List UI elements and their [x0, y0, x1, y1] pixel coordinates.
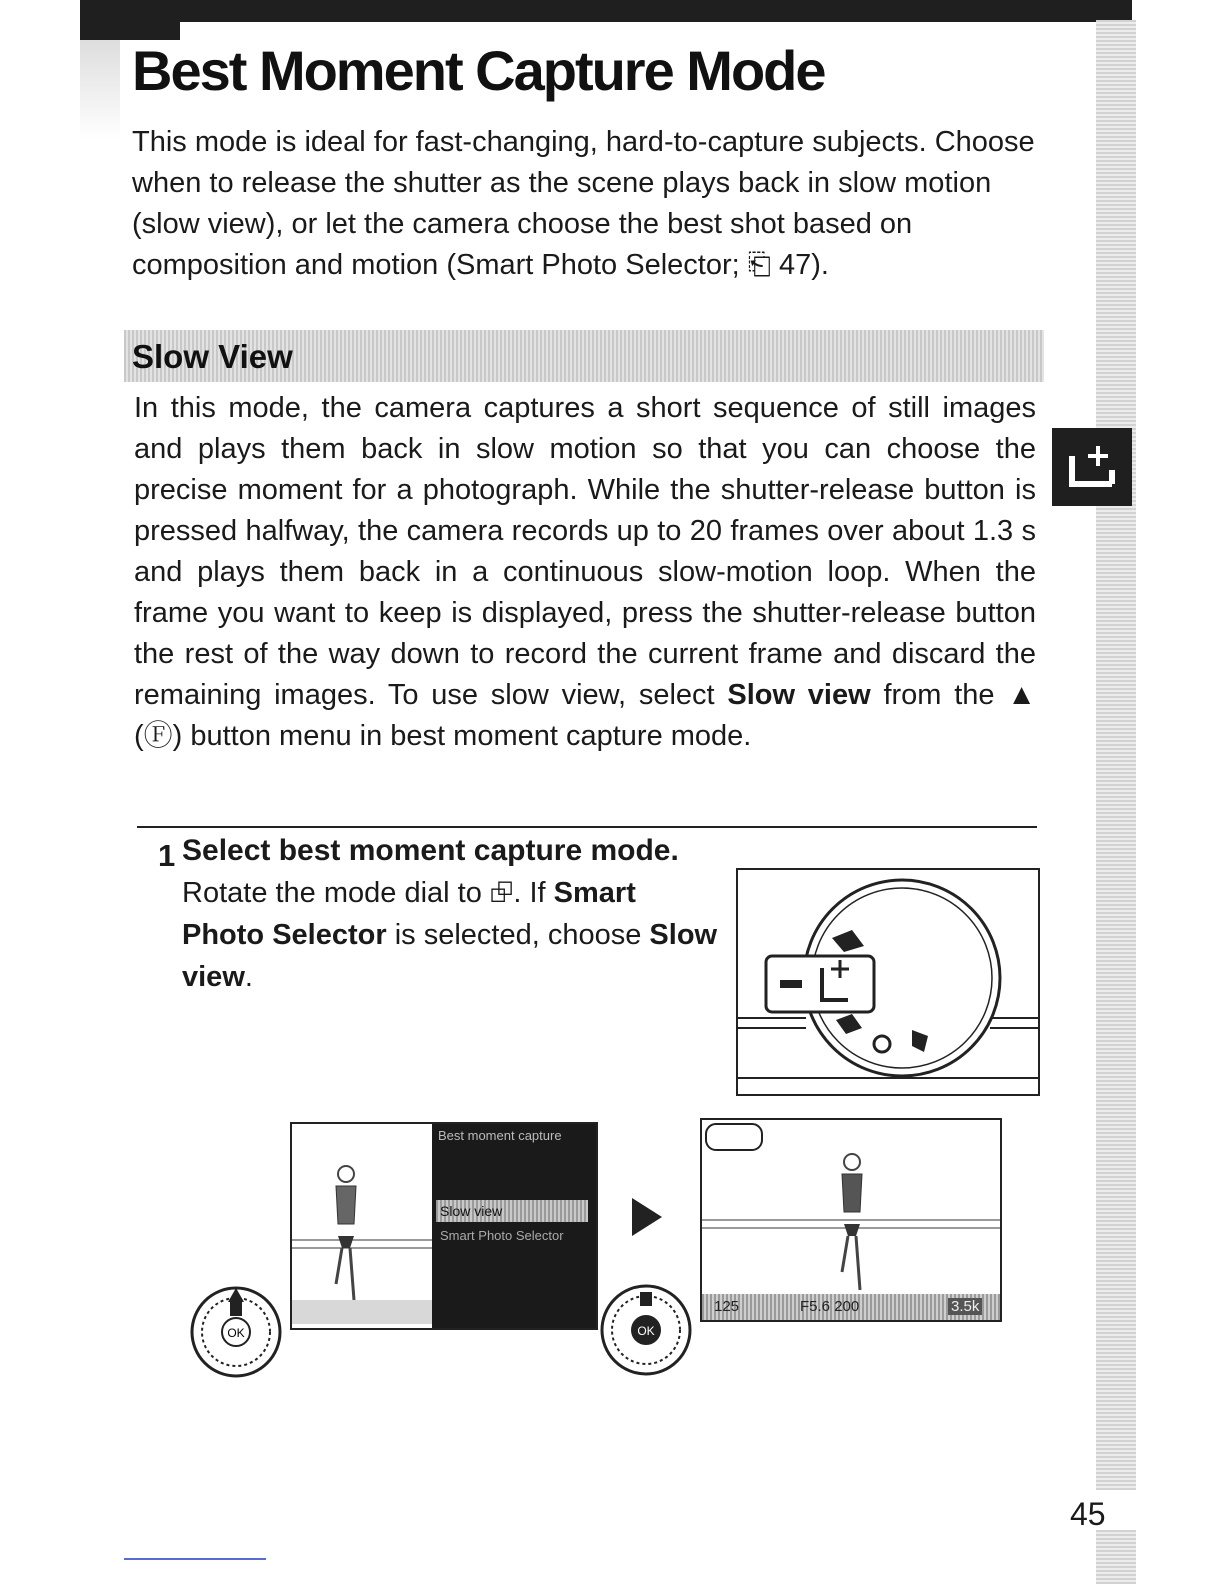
iso: 200 — [834, 1298, 860, 1315]
multi-selector-icon — [190, 1286, 282, 1378]
step-bold-slow-view: Slow view — [182, 919, 718, 993]
step-text-b: . If — [513, 877, 554, 909]
mode-dial-illustration — [736, 868, 1040, 1096]
menu-header: Best moment capture — [438, 1128, 562, 1143]
live-view-figure — [700, 1118, 1002, 1322]
best-moment-capture-icon — [1066, 442, 1118, 492]
runner-figure — [292, 1124, 432, 1324]
menu-screen-figure — [290, 1122, 598, 1330]
chapter-thumb-tab[interactable] — [1052, 428, 1132, 506]
svg-text:OK: OK — [227, 1326, 245, 1340]
runner-figure-2 — [702, 1120, 1000, 1294]
step-number: 1 — [158, 838, 176, 873]
body-text-2: from the ▲ (Ⓕ) button menu in best moment capture mode. — [134, 679, 1036, 752]
menu-option-slow-view[interactable]: Slow view — [436, 1200, 588, 1222]
svg-text:OK: OK — [637, 1324, 655, 1338]
page-title: Best Moment Capture Mode — [132, 39, 825, 102]
multi-selector-icon-2 — [600, 1284, 692, 1376]
page-edge-strip-lower — [1096, 1530, 1136, 1584]
step-text-c: is selected, choose — [386, 919, 650, 951]
aperture-iso — [800, 1298, 859, 1315]
step-title: Select best moment capture mode. — [182, 834, 679, 867]
scan-smudge — [80, 40, 120, 140]
body-bold-slow-view: Slow view — [727, 679, 871, 711]
aperture: F5.6 — [800, 1298, 831, 1315]
frames-remaining: 3.5k — [948, 1298, 982, 1315]
top-bar-notch — [80, 0, 180, 40]
top-bar — [80, 0, 1132, 22]
footer-line — [124, 1558, 266, 1560]
step-text — [182, 872, 722, 998]
body-text-1: In this mode, the camera captures a short sequence of still images and plays them back in slow motion so that you can choose the precise moment for a photograph. While the shutter-release button is pressed halfway, the camera records up to 20 frames over about 1.3 s and plays them back in a continuous slow-motion loop. When the frame you want to keep is displayed, press the shutter-release button the rest of the way down to record the current frame and discard the remaining images. To use slow view, select — [134, 392, 1036, 711]
step-text-d: . — [244, 961, 253, 993]
menu-option-smart-photo-selector[interactable]: Smart Photo Selector — [440, 1228, 564, 1243]
intro-paragraph: This mode is ideal for fast-changing, hard-to-capture subjects. Choose when to release the shutter as the scene plays back in slow motion (slow view), or let the camera choose the best shot based on composition and motion (Smart Photo Selector; ⎗ 47). — [132, 126, 1035, 281]
page-number: 45 — [1070, 1496, 1106, 1532]
section-heading: Slow View — [132, 338, 293, 375]
menu-panel — [432, 1124, 596, 1328]
step-text-a: Rotate the mode dial to — [182, 877, 490, 909]
shutter-speed: 125 — [714, 1298, 740, 1315]
page-edge-strip — [1096, 20, 1136, 1490]
step-bold-smart-photo: Smart Photo Selector — [182, 877, 636, 951]
step-divider — [137, 826, 1037, 828]
mode-symbol: ⮺ — [489, 877, 514, 909]
section-body — [134, 388, 1036, 757]
right-arrow-icon — [628, 1196, 664, 1238]
